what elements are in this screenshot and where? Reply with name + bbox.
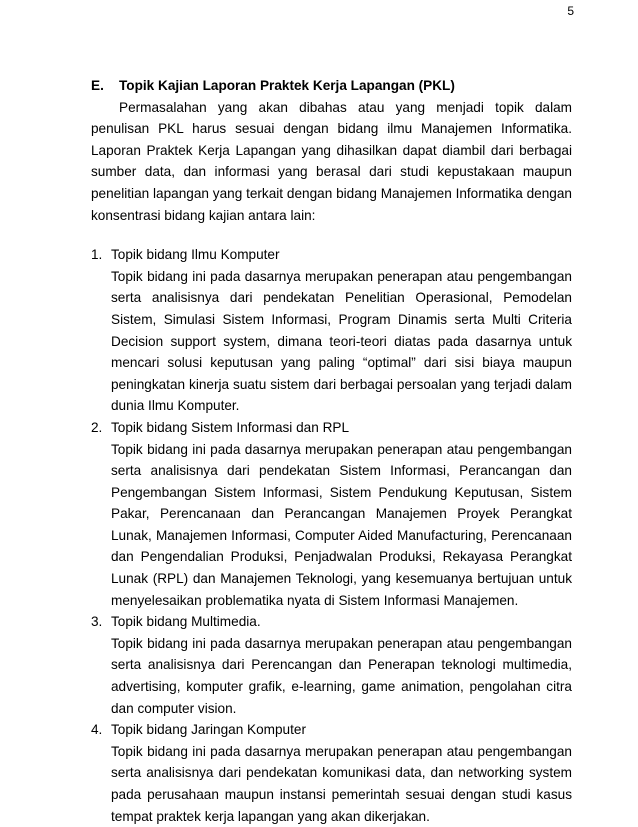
- intro-paragraph: Permasalahan yang akan dibahas atau yang menjadi topik dalam penulisan PKL harus sesuai dengan bidang ilmu Manajemen Informatika. Laporan Praktek Kerja Lapangan yang dihasilkan dapat diambil dari berbagai sumber data, dan informasi yang berasal dari studi kepustakaan maupun penelitian lapangan yang terkait dengan bidang Manajemen Informatika dengan konsentrasi bidang kajian antara lain:: [91, 99, 572, 223]
- item-number: 1.: [91, 247, 103, 263]
- item-description: Topik bidang ini pada dasarnya merupakan penerapan atau pengembangan serta analisisnya dari Perencangan dan Penerapan teknologi multimedia, advertising, komputer grafik, e-learning, game animation, pengolahan citra dan computer vision.: [111, 635, 572, 716]
- section-letter: E.: [91, 78, 104, 93]
- item-title: Topik bidang Sistem Informasi dan RPL: [111, 419, 350, 435]
- item-title: Topik bidang Ilmu Komputer: [111, 247, 280, 263]
- item-title: Topik bidang Jaringan Komputer: [111, 722, 306, 738]
- section-heading: [91, 75, 572, 97]
- item-description: Topik bidang ini pada dasarnya merupakan penerapan atau pengembangan serta analisisnya dari pendekatan Sistem Informasi, Perancangan dan Pengembangan Sistem Informasi, Sistem Pendukung Keputusan, Sistem Pakar, Perencanaan dan Perancangan Manajemen Proyek Perangkat Lunak, Manajemen Informasi, Computer Aided Manufacturing, Perencanaan dan Pengendalian Produksi, Penjadwalan Produksi, Rekayasa Perangkat Lunak (RPL) dan Manajemen Teknologi, yang kesemuanya bertujuan untuk menyelesaikan problematika nyata di Sistem Informasi Manajemen.: [111, 441, 572, 608]
- item-number: 2.: [91, 419, 103, 435]
- list-item: [91, 719, 572, 827]
- list-item: [91, 244, 572, 417]
- item-number: 4.: [91, 722, 103, 738]
- section-title: Topik Kajian Laporan Praktek Kerja Lapangan (PKL): [119, 78, 455, 93]
- page-number: 5: [567, 4, 574, 18]
- item-title: Topik bidang Multimedia.: [111, 614, 261, 630]
- list-item: [91, 611, 572, 719]
- item-number: 3.: [91, 614, 103, 630]
- list-item: [91, 417, 572, 611]
- item-description: Topik bidang ini pada dasarnya merupakan penerapan atau pengembangan serta analisisnya dari pendekatan Penelitian Operasional, Pemodelan Sistem, Simulasi Sistem Informasi, Program Dinamis serta Multi Criteria Decision support system, dimana teori-teori diatas pada dasarnya untuk mencari solusi keputusan yang paling “optimal” dari sisi biaya maupun peningkatan kinerja suatu sistem dari berbagai persoalan yang terjadi dalam dunia Ilmu Komputer.: [111, 268, 572, 414]
- page-content: [91, 75, 572, 827]
- topic-list: [91, 244, 572, 827]
- item-description: Topik bidang ini pada dasarnya merupakan penerapan atau pengembangan serta analisisnya dari pendekatan komunikasi data, dan networking system pada perusahaan maupun instansi pemerintah sesuai dengan studi kasus tempat praktek kerja lapangan yang akan dikerjakan.: [111, 743, 572, 824]
